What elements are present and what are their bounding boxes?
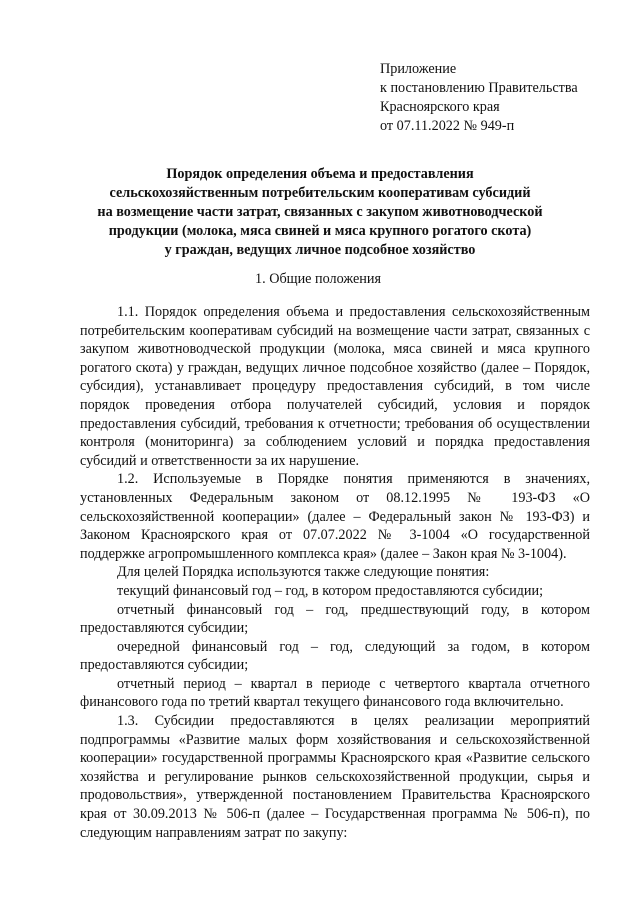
paragraph-reporting-period: отчетный период – квартал в периоде с четвертого квартала отчетного финансового года по третий квартал текущего финансового года включительно. bbox=[80, 675, 590, 711]
appendix-line: от 07.11.2022 № 949-п bbox=[380, 118, 515, 134]
paragraph-reporting-year: отчетный финансовый год – год, предшествующий году, в котором предоставляются субсидии; bbox=[80, 601, 590, 637]
section-heading: 1. Общие положения bbox=[255, 271, 381, 287]
paragraph-next-year: очередной финансовый год – год, следующий за годом, в котором предоставляются субсидии; bbox=[80, 638, 590, 674]
paragraph-current-year: текущий финансовый год – год, в котором предоставляются субсидии; bbox=[117, 582, 544, 599]
title-line: у граждан, ведущих личное подсобное хозяйство bbox=[164, 242, 476, 258]
title-line: на возмещение части затрат, связанных с закупом животноводческой bbox=[97, 204, 543, 220]
appendix-line: Приложение bbox=[380, 61, 457, 77]
title-line: Порядок определения объема и предоставления bbox=[166, 166, 474, 182]
appendix-block bbox=[380, 60, 620, 136]
paragraph-1-3: 1.3. Субсидии предоставляются в целях реализации мероприятий подпрограммы «Развитие малых форм хозяйствования и сельскохозяйственной кооперации» государственной программы Красноярского края «Развитие сельского хозяйства и регулирование рынков сельскохозяйственной продукции, сырья и продовольствия», утвержденной постановлением Правительства Красноярского края от 30.09.2013 № 506-п (далее – Государственная программа № 506-п), по следующим направлениям затрат по закупу: bbox=[80, 713, 590, 841]
appendix-line: Красноярского края bbox=[380, 99, 500, 115]
paragraph-1-2: 1.2. Используемые в Порядке понятия применяются в значениях, установленных Федеральным законом от 08.12.1995 № 193-ФЗ «О сельскохозяйственной кооперации» (далее – Федеральный закон № 193-ФЗ) и Законом Красноярского края от 07.07.2022 № 3-1004 «О государственной поддержке агропромышленного комплекса края» (далее – Закон края № 3-1004). bbox=[80, 471, 590, 562]
paragraph-1-1: 1.1. Порядок определения объема и предоставления сельскохозяйственным потребительским кооперативам субсидий на возмещение части затрат, связанных с закупом животноводческой продукции (молока, мяса свиней и мяса крупного рогатого скота) у граждан, ведущих личное подсобное хозяйство (далее – Порядок, субсидия), устанавливает процедуру предоставления субсидий, в том числе порядок проведения отбора получателей субсидий, условия и порядок предоставления субсидий, требования к отчетности; требования об осуществлении контроля (мониторинга) за соблюдением условий и порядка предоставления субсидий и ответственности за их нарушение. bbox=[80, 304, 590, 469]
document-title bbox=[60, 165, 580, 260]
paragraph-definitions-intro: Для целей Порядка используются также следующие понятия: bbox=[117, 564, 490, 581]
title-line: сельскохозяйственным потребительским кооперативам субсидий bbox=[109, 185, 531, 201]
appendix-line: к постановлению Правительства bbox=[380, 80, 578, 96]
title-line: продукции (молока, мяса свиней и мяса крупного рогатого скота) bbox=[108, 223, 532, 239]
document-body bbox=[80, 303, 590, 842]
